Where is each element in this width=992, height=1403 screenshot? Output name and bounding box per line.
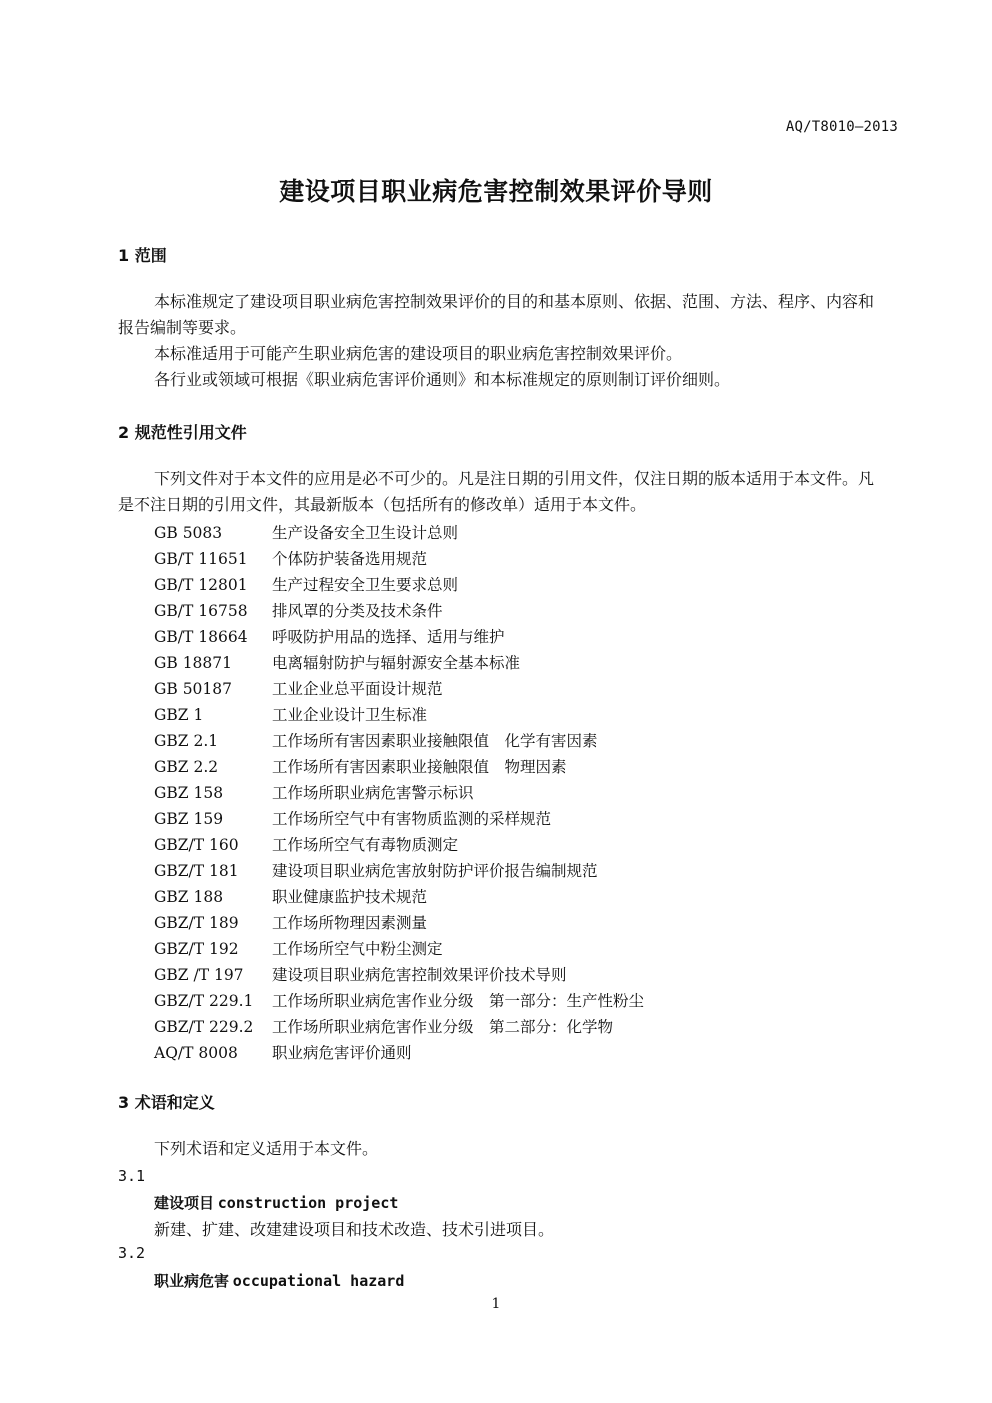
reference-item xyxy=(154,598,644,624)
reference-title: 工作场所有害因素职业接触限值 物理因素 xyxy=(272,758,567,776)
reference-item xyxy=(154,806,644,832)
reference-title: 工作场所空气中有害物质监测的采样规范 xyxy=(272,810,552,828)
terms-intro: 下列术语和定义适用于本文件。 xyxy=(154,1139,379,1158)
reference-code: GBZ/T 181 xyxy=(154,862,239,880)
reference-item xyxy=(154,728,644,754)
reference-code: GBZ/T 229.2 xyxy=(154,1018,254,1036)
term-heading xyxy=(154,1192,398,1213)
scope-paragraph-1: 本标准规定了建设项目职业病危害控制效果评价的目的和基本原则、依据、范围、方法、程序、内容和报告编制等要求。 xyxy=(118,292,875,337)
reference-title: 个体防护装备选用规范 xyxy=(272,550,428,568)
reference-title: 工作场所职业病危害警示标识 xyxy=(272,784,474,802)
reference-title: 生产设备安全卫生设计总则 xyxy=(272,524,459,542)
reference-title: 职业健康监护技术规范 xyxy=(272,888,428,906)
reference-item xyxy=(154,702,644,728)
reference-item xyxy=(154,936,644,962)
reference-title: 工作场所物理因素测量 xyxy=(272,914,428,932)
reference-code: GBZ/T 160 xyxy=(154,836,239,854)
reference-item xyxy=(154,858,644,884)
term-heading xyxy=(154,1270,404,1291)
term-english: construction project xyxy=(217,1194,399,1212)
term-chinese: 建设项目 xyxy=(154,1194,215,1212)
reference-title: 工作场所有害因素职业接触限值 化学有害因素 xyxy=(272,732,598,750)
section-heading-normative-references: 2 规范性引用文件 xyxy=(118,423,247,442)
reference-item xyxy=(154,832,644,858)
reference-title: 生产过程安全卫生要求总则 xyxy=(272,576,459,594)
reference-title: 工作场所空气中粉尘测定 xyxy=(272,940,443,958)
reference-item xyxy=(154,1040,644,1066)
reference-item xyxy=(154,676,644,702)
reference-title: 建设项目职业病危害控制效果评价技术导则 xyxy=(272,966,567,984)
document-title: 建设项目职业病危害控制效果评价导则 xyxy=(279,177,713,206)
standard-code: AQ/T8010—2013 xyxy=(785,119,898,135)
reference-item xyxy=(154,754,644,780)
references-intro: 下列文件对于本文件的应用是必不可少的。凡是注日期的引用文件，仅注日期的版本适用于本文件。凡是不注日期的引用文件，其最新版本（包括所有的修改单）适用于本文件。 xyxy=(118,469,875,514)
reference-item xyxy=(154,780,644,806)
reference-title: 职业病危害评价通则 xyxy=(272,1044,412,1062)
reference-code: GB 50187 xyxy=(154,680,233,698)
reference-item xyxy=(154,910,644,936)
reference-title: 工作场所职业病危害作业分级 第一部分：生产性粉尘 xyxy=(272,992,645,1010)
reference-item xyxy=(154,572,644,598)
reference-code: GBZ 2.1 xyxy=(154,732,219,750)
reference-code: GB/T 12801 xyxy=(154,576,248,594)
reference-title: 建设项目职业病危害放射防护评价报告编制规范 xyxy=(272,862,598,880)
reference-code: GBZ 1 xyxy=(154,706,204,724)
reference-code: GBZ/T 229.1 xyxy=(154,992,254,1010)
reference-code: GB 18871 xyxy=(154,654,233,672)
term-definition: 新建、扩建、改建建设项目和技术改造、技术引进项目。 xyxy=(154,1220,555,1239)
term-chinese: 职业病危害 xyxy=(154,1272,230,1290)
reference-item xyxy=(154,962,644,988)
reference-title: 工业企业设计卫生标准 xyxy=(272,706,428,724)
term-english: occupational hazard xyxy=(232,1272,405,1290)
reference-code: GB/T 18664 xyxy=(154,628,248,646)
reference-item xyxy=(154,650,644,676)
reference-item xyxy=(154,624,644,650)
reference-title: 排风罩的分类及技术条件 xyxy=(272,602,443,620)
reference-title: 工作场所职业病危害作业分级 第二部分：化学物 xyxy=(272,1018,614,1036)
term-number: 3.2 xyxy=(118,1244,146,1262)
section-heading-terms: 3 术语和定义 xyxy=(118,1093,215,1112)
reference-title: 呼吸防护用品的选择、适用与维护 xyxy=(272,628,505,646)
reference-code: GBZ 158 xyxy=(154,784,224,802)
reference-code: GB 5083 xyxy=(154,524,223,542)
reference-code: GBZ 188 xyxy=(154,888,224,906)
reference-title: 工作场所空气有毒物质测定 xyxy=(272,836,459,854)
reference-code: GBZ/T 189 xyxy=(154,914,239,932)
reference-code: GBZ 159 xyxy=(154,810,224,828)
reference-item xyxy=(154,884,644,910)
reference-code: GBZ /T 197 xyxy=(154,966,244,984)
reference-code: GBZ/T 192 xyxy=(154,940,239,958)
reference-code: GB/T 16758 xyxy=(154,602,248,620)
reference-title: 工业企业总平面设计规范 xyxy=(272,680,443,698)
reference-item xyxy=(154,1014,644,1040)
page-number: 1 xyxy=(491,1296,501,1312)
reference-code: AQ/T 8008 xyxy=(154,1044,238,1062)
section-heading-scope: 1 范围 xyxy=(118,246,167,265)
reference-item xyxy=(154,546,644,572)
term-number: 3.1 xyxy=(118,1167,146,1185)
scope-paragraph-2: 本标准适用于可能产生职业病危害的建设项目的职业病危害控制效果评价。 xyxy=(154,344,683,363)
reference-list xyxy=(154,520,644,1066)
reference-item xyxy=(154,520,644,546)
reference-item xyxy=(154,988,644,1014)
reference-code: GBZ 2.2 xyxy=(154,758,219,776)
scope-paragraph-3: 各行业或领域可根据《职业病危害评价通则》和本标准规定的原则制订评价细则。 xyxy=(154,370,731,389)
reference-code: GB/T 11651 xyxy=(154,550,248,568)
reference-title: 电离辐射防护与辐射源安全基本标准 xyxy=(272,654,521,672)
